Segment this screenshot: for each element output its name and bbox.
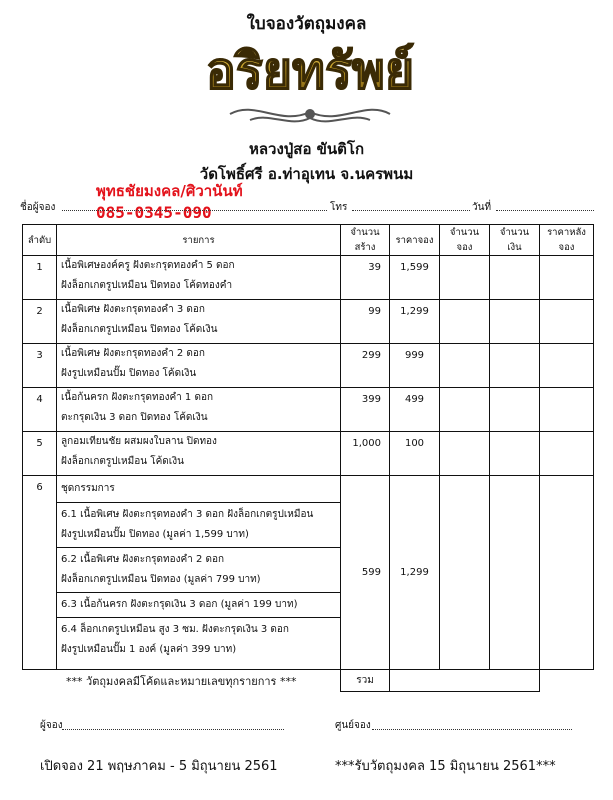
booking-center-field[interactable] — [372, 718, 572, 730]
row-number: 4 — [23, 388, 57, 432]
row-description — [57, 344, 341, 388]
set-description — [57, 476, 341, 670]
desc-line: ฝังล็อกเกตรูปเหมือน โค้ดเงิน — [61, 456, 184, 467]
document-title: ใบจองวัตถุมงคล — [246, 14, 367, 34]
desc-line: 6.4 ล็อกเกตรูปเหมือน สูง 3 ซม. ฝังตะกรุดเงิน 3 ดอก — [61, 624, 289, 635]
row-quantity: 39 — [341, 256, 390, 300]
booking-period: เปิดจอง 21 พฤษภาคม - 5 มิถุนายน 2561 — [40, 759, 278, 774]
desc-line: ฝังล็อกเกตรูปเหมือน ปิดทอง (มูลค่า 799 บาท) — [61, 574, 261, 585]
desc-line: ฝังล็อกเกตรูปเหมือน ปิดทอง โค้ดทองคำ — [61, 280, 233, 291]
total-amount-cell[interactable] — [390, 670, 540, 692]
ornament-flourish — [230, 110, 390, 122]
temple-name: วัดโพธิ์ศรี อ.ท่าอุเทน จ.นครพนม — [199, 165, 414, 183]
row-description — [57, 256, 341, 300]
row-number: 5 — [23, 432, 57, 476]
shop-name: พุทธชัยมงคล/ศิวานันท์ — [96, 182, 243, 200]
row-number: 6 — [23, 476, 57, 670]
header-cell: ลำดับ — [23, 225, 57, 256]
monk-name: หลวงปู่สอ ขันติโก — [248, 140, 365, 158]
row-description — [57, 432, 341, 476]
desc-line: ฝังรูปเหมือนปั๊ม ปิดทอง (มูลค่า 1,599 บาท) — [61, 529, 249, 540]
blank-cell — [540, 670, 594, 692]
order-table — [22, 224, 594, 692]
logo-text: อริยทรัพย์ — [205, 41, 415, 100]
desc-line: ตะกรุดเงิน 3 ดอก ปิดทอง โค้ดเงิน — [61, 412, 208, 423]
table-header-row — [23, 225, 594, 256]
booker-name-label: ชื่อผู้จอง — [20, 202, 56, 213]
row-quantity: 299 — [341, 344, 390, 388]
header-cell: จำนวนเงิน — [490, 225, 540, 256]
shop-contact — [96, 180, 243, 224]
amount-cell[interactable] — [490, 388, 540, 432]
desc-line: เนื้อพิเศษ ฝังตะกรุดทองคำ 2 ดอก — [61, 348, 205, 359]
set-item — [57, 593, 340, 618]
row-price: 999 — [390, 344, 440, 388]
row-description — [57, 388, 341, 432]
header-cell: จำนวนจอง — [440, 225, 490, 256]
ariyasap-logo — [160, 30, 460, 130]
shop-phone: 085-0345-090 — [96, 203, 212, 222]
date-label: วันที่ — [472, 202, 492, 213]
amount-cell[interactable] — [490, 344, 540, 388]
after-price-cell — [540, 300, 594, 344]
set-row — [23, 476, 594, 670]
date-field[interactable] — [496, 210, 594, 211]
after-price-cell — [540, 344, 594, 388]
table-row — [23, 344, 594, 388]
row-quantity: 399 — [341, 388, 390, 432]
desc-line: ฝังรูปเหมือนปั๊ม ปิดทอง โค้ดเงิน — [61, 368, 197, 379]
booking-qty-cell[interactable] — [440, 256, 490, 300]
desc-line: เนื้อพิเศษองค์ครู ฝังตะกรุดทองคำ 5 ดอก — [61, 260, 235, 271]
after-price-cell — [540, 432, 594, 476]
set-quantity: 599 — [341, 476, 390, 670]
amount-cell[interactable] — [490, 432, 540, 476]
booker-name-field[interactable] — [62, 210, 327, 211]
row-number: 1 — [23, 256, 57, 300]
desc-line: 6.1 เนื้อพิเศษ ฝังตะกรุดทองคำ 3 ดอก ฝังล็อกเกตรูปเหมือน — [61, 509, 314, 520]
after-price-cell — [540, 476, 594, 670]
receive-date: ***รับวัตถุมงคล 15 มิถุนายน 2561*** — [335, 759, 556, 774]
set-item — [57, 548, 340, 593]
row-description — [57, 300, 341, 344]
amount-cell[interactable] — [490, 300, 540, 344]
header-cell: จำนวนสร้าง — [341, 225, 390, 256]
set-title: ชุดกรรมการ — [61, 483, 115, 494]
desc-line: ฝังรูปเหมือนปั๊ม 1 องค์ (มูลค่า 399 บาท) — [61, 644, 237, 655]
booker-signature-field[interactable] — [62, 718, 284, 730]
booking-qty-cell[interactable] — [440, 344, 490, 388]
table-row — [23, 256, 594, 300]
booking-qty-cell[interactable] — [440, 300, 490, 344]
table-row — [23, 388, 594, 432]
booking-qty-cell[interactable] — [440, 388, 490, 432]
desc-line: 6.2 เนื้อพิเศษ ฝังตะกรุดทองคำ 2 ดอก — [61, 554, 225, 565]
after-price-cell — [540, 256, 594, 300]
desc-line: ลูกอมเทียนชัย ผสมผงใบลาน ปิดทอง — [61, 436, 217, 447]
booking-qty-cell[interactable] — [440, 432, 490, 476]
total-label: รวม — [341, 670, 390, 692]
desc-line: เนื้อพิเศษ ฝังตะกรุดทองคำ 3 ดอก — [61, 304, 205, 315]
row-price: 100 — [390, 432, 440, 476]
set-item — [57, 502, 340, 548]
booking-qty-cell[interactable] — [440, 476, 490, 670]
booking-center-label: ศูนย์จอง — [335, 720, 371, 731]
set-price: 1,299 — [390, 476, 440, 670]
desc-line: เนื้อก้นครก ฝังตะกรุดทองคำ 1 ดอก — [61, 392, 214, 403]
amount-cell[interactable] — [490, 256, 540, 300]
row-number: 3 — [23, 344, 57, 388]
row-price: 499 — [390, 388, 440, 432]
total-row — [23, 670, 594, 692]
table-row — [23, 300, 594, 344]
header-cell: ราคาหลังจอง — [540, 225, 594, 256]
header-cell: รายการ — [57, 225, 341, 256]
row-quantity: 1,000 — [341, 432, 390, 476]
code-note: *** วัตถุมงคลมีโค้ดและหมายเลขทุกรายการ *** — [66, 674, 297, 688]
header-cell: ราคาจอง — [390, 225, 440, 256]
booker-signature-label: ผู้จอง — [40, 720, 63, 731]
tel-label: โทร — [330, 202, 348, 213]
set-item — [57, 618, 340, 662]
row-number: 2 — [23, 300, 57, 344]
row-price: 1,299 — [390, 300, 440, 344]
tel-field[interactable] — [352, 210, 470, 211]
logo-artwork — [160, 30, 460, 130]
amount-cell[interactable] — [490, 476, 540, 670]
table-row — [23, 432, 594, 476]
desc-line: ฝังล็อกเกตรูปเหมือน ปิดทอง โค้ดเงิน — [61, 324, 218, 335]
row-quantity: 99 — [341, 300, 390, 344]
after-price-cell — [540, 388, 594, 432]
desc-line: 6.3 เนื้อก้นครก ฝังตะกรุดเงิน 3 ดอก (มูลค่า 199 บาท) — [61, 599, 298, 610]
row-price: 1,599 — [390, 256, 440, 300]
